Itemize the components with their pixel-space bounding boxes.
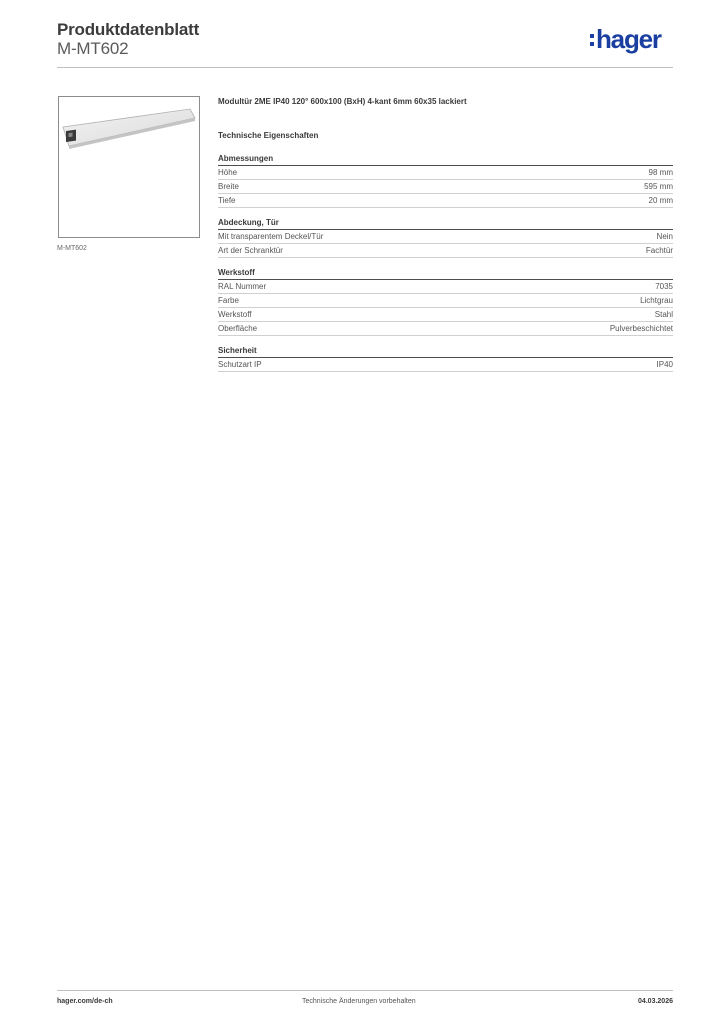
spec-value: 20 mm [648,196,673,205]
spec-label: Werkstoff [218,310,252,319]
spec-row [218,194,673,208]
spec-row [218,166,673,180]
image-caption: M-MT602 [57,245,87,252]
logo-dots-icon [590,34,594,46]
hager-logo [590,26,661,58]
section-title: Sicherheit [218,345,673,358]
footer-date: 04.03.2026 [637,998,673,1005]
product-image [58,96,200,238]
header-divider [57,67,673,68]
spec-label: Art der Schranktür [218,246,283,255]
spec-value: Fachtür [645,246,673,255]
section-title: Abmessungen [218,153,673,166]
spec-value: Pulverbeschichtet [609,324,673,333]
footer-divider [57,990,673,991]
spec-value: Lichtgrau [640,296,673,305]
product-details [218,97,673,381]
module-door-icon [59,97,199,237]
spec-label: Farbe [218,296,239,305]
section-safety [218,345,673,372]
product-code: M-MT602 [57,39,129,58]
spec-row [218,308,673,322]
spec-label: Breite [218,182,239,191]
section-cover-door [218,217,673,258]
spec-value: IP40 [656,360,673,369]
spec-label: Höhe [218,168,238,177]
spec-label: RAL Nummer [218,282,267,291]
spec-label: Mit transparentem Deckel/Tür [218,232,324,241]
section-dimensions [218,153,673,208]
footer-website-link[interactable]: hager.com/de-ch [57,998,113,1005]
section-title: Abdeckung, Tür [218,217,673,230]
spec-row [218,322,673,336]
section-title: Werkstoff [218,267,673,280]
footer-disclaimer: Technische Änderungen vorbehalten [302,998,416,1005]
spec-row [218,294,673,308]
header-title: Produktdatenblatt [57,20,200,39]
spec-row [218,244,673,258]
spec-value: 595 mm [644,182,673,191]
tech-properties-heading: Technische Eigenschaften [218,131,319,140]
spec-value: 98 mm [648,168,673,177]
spec-row [218,230,673,244]
spec-label: Tiefe [218,196,236,205]
section-material [218,267,673,336]
spec-row [218,280,673,294]
spec-label: Oberfläche [218,324,258,333]
spec-value: 7035 [655,282,673,291]
spec-label: Schutzart IP [218,360,262,369]
spec-value: Stahl [654,310,673,319]
logo-text: hager [596,24,661,54]
spec-row [218,180,673,194]
spec-value: Nein [656,232,673,241]
spec-row [218,358,673,372]
product-description: Modultür 2ME IP40 120° 600x100 (BxH) 4-kant 6mm 60x35 lackiert [218,97,467,106]
